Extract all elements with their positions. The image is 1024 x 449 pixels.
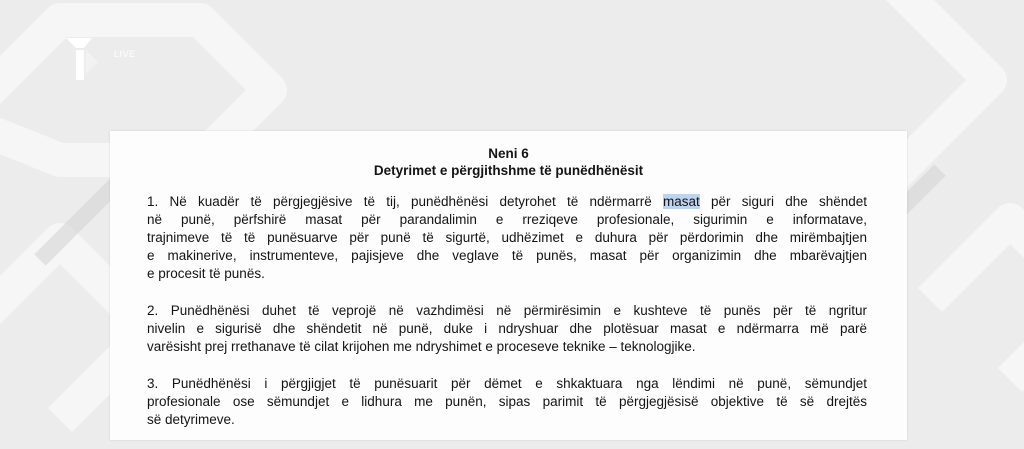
live-label: LIVE <box>114 49 136 59</box>
paragraph-line: varësisht prej rrethanave të cilat krijohen me ndryshimet e proceseve teknike – teknologjike. <box>147 339 696 354</box>
paragraph-line: së detyrimeve. <box>147 412 235 427</box>
paragraph-1 <box>147 193 867 283</box>
channel-logo <box>62 34 132 84</box>
paragraph-line: 3. Punëdhënësi i përgjigjet të punësuarit për dëmet e shkaktuara nga lëndimi në punë, sëmundjet <box>147 376 867 391</box>
document-page <box>110 131 907 440</box>
paragraph-line <box>147 193 867 211</box>
text-span: për siguri dhe shëndet <box>699 194 868 209</box>
paragraph-line: e makinerive, instrumenteve, pajisjeve dhe veglave të punës, masat për organizimin dhe mbarëvajtjen <box>147 248 867 263</box>
article-title: Neni 6 <box>488 146 529 161</box>
article-subtitle: Detyrimet e përgjithshme të punëdhënësit <box>373 163 644 178</box>
paragraph-line: e procesit të punës. <box>147 266 265 281</box>
text-span: 1. Në kuadër të përgjegjësive të tij, punëdhënësi detyrohet të ndërmarrë <box>147 194 663 209</box>
paragraph-line: 2. Punëdhënësi duhet të veprojë në vazhdimësi në përmirësimin e kushteve të punës për të ngritur <box>147 303 867 318</box>
paragraph-line: profesionale ose sëmundjet e lidhura me punën, sipas parimit të përgjegjësisë objektive të së drejtës <box>147 394 867 409</box>
highlighted-word: masat <box>663 194 700 209</box>
paragraph-line: trajnimeve të të punësuarve për punë të sigurtë, udhëzimet e duhura për përdorimin dhe mirëmbajtjen <box>147 230 867 245</box>
paragraph-line: nivelin e sigurisë dhe shëndetit në punë, duke i ndryshuar dhe plotësuar masat e ndërmarra më parë <box>147 321 867 336</box>
paragraph-2 <box>147 302 867 356</box>
paragraph-3 <box>147 375 867 429</box>
paragraph-line: në punë, përfshirë masat për parandalimin e rreziqeve profesionale, sigurimin e informatave, <box>147 212 867 227</box>
